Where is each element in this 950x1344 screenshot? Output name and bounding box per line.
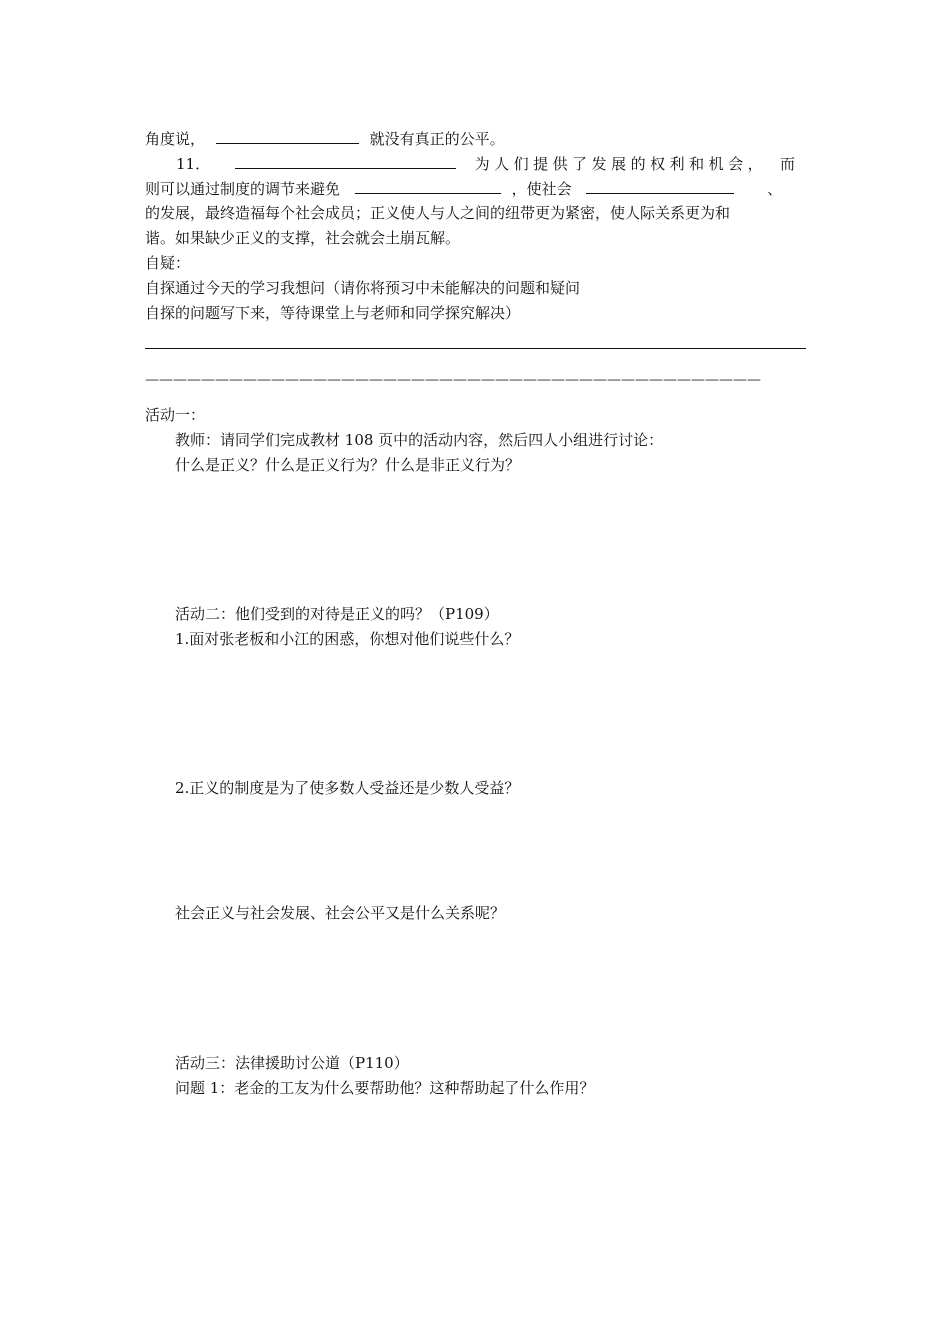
text-fragment: 而 xyxy=(779,155,795,173)
fill-blank[interactable] xyxy=(355,178,501,194)
activity-2-title: 活动二：他们受到的对待是正义的吗？（P109） xyxy=(175,605,499,623)
text-line: 自探的问题写下来，等待课堂上与老师和同学探究解决） xyxy=(145,304,521,322)
text-line xyxy=(145,178,782,199)
text-line: 自探通过今天的学习我想问（请你将预习中未能解决的问题和疑问 xyxy=(145,279,581,297)
text-fragment: 角度说， xyxy=(145,130,206,148)
text-fragment: 就没有真正的公平。 xyxy=(369,130,505,148)
text-fragment: ，使社会 xyxy=(511,180,572,198)
text-fragment: 、 xyxy=(767,180,783,198)
text-fragment: 为人们提供了发展的权利和机会， xyxy=(474,155,768,173)
fill-blank[interactable] xyxy=(586,178,734,194)
answer-rule xyxy=(145,348,806,349)
activity-2-question-2: 2.正义的制度是为了使多数人受益还是少数人受益？ xyxy=(175,779,520,797)
text-line: 谐。如果缺少正义的支撑，社会就会土崩瓦解。 xyxy=(145,229,461,247)
fill-blank[interactable] xyxy=(216,128,359,144)
text-fragment: 则可以通过制度的调节来避免 xyxy=(145,180,341,198)
section-heading: 自疑： xyxy=(145,254,191,272)
activity-3-title: 活动三：法律援助讨公道（P110） xyxy=(175,1054,409,1072)
dash-answer-line: ———————————————————————————————————————————— xyxy=(145,372,761,388)
activity-1-title: 活动一： xyxy=(145,406,206,424)
question-number: 11． xyxy=(176,155,211,173)
activity-2-question-1: 1.面对张老板和小江的困惑，你想对他们说些什么？ xyxy=(175,630,520,648)
activity-1-instruction: 教师：请同学们完成教材 108 页中的活动内容，然后四人小组进行讨论： xyxy=(175,431,664,449)
activity-1-question: 什么是正义？什么是正义行为？什么是非正义行为？ xyxy=(175,456,521,474)
text-line: 的发展，最终造福每个社会成员；正义使人与人之间的纽带更为紧密，使人际关系更为和 xyxy=(145,204,731,222)
text-line xyxy=(145,128,505,149)
question-11-line xyxy=(176,153,795,174)
fill-blank[interactable] xyxy=(235,153,456,169)
activity-3-question-1: 问题 1：老金的工友为什么要帮助他？这种帮助起了什么作用？ xyxy=(175,1079,595,1097)
relation-question: 社会正义与社会发展、社会公平又是什么关系呢？ xyxy=(175,904,506,922)
